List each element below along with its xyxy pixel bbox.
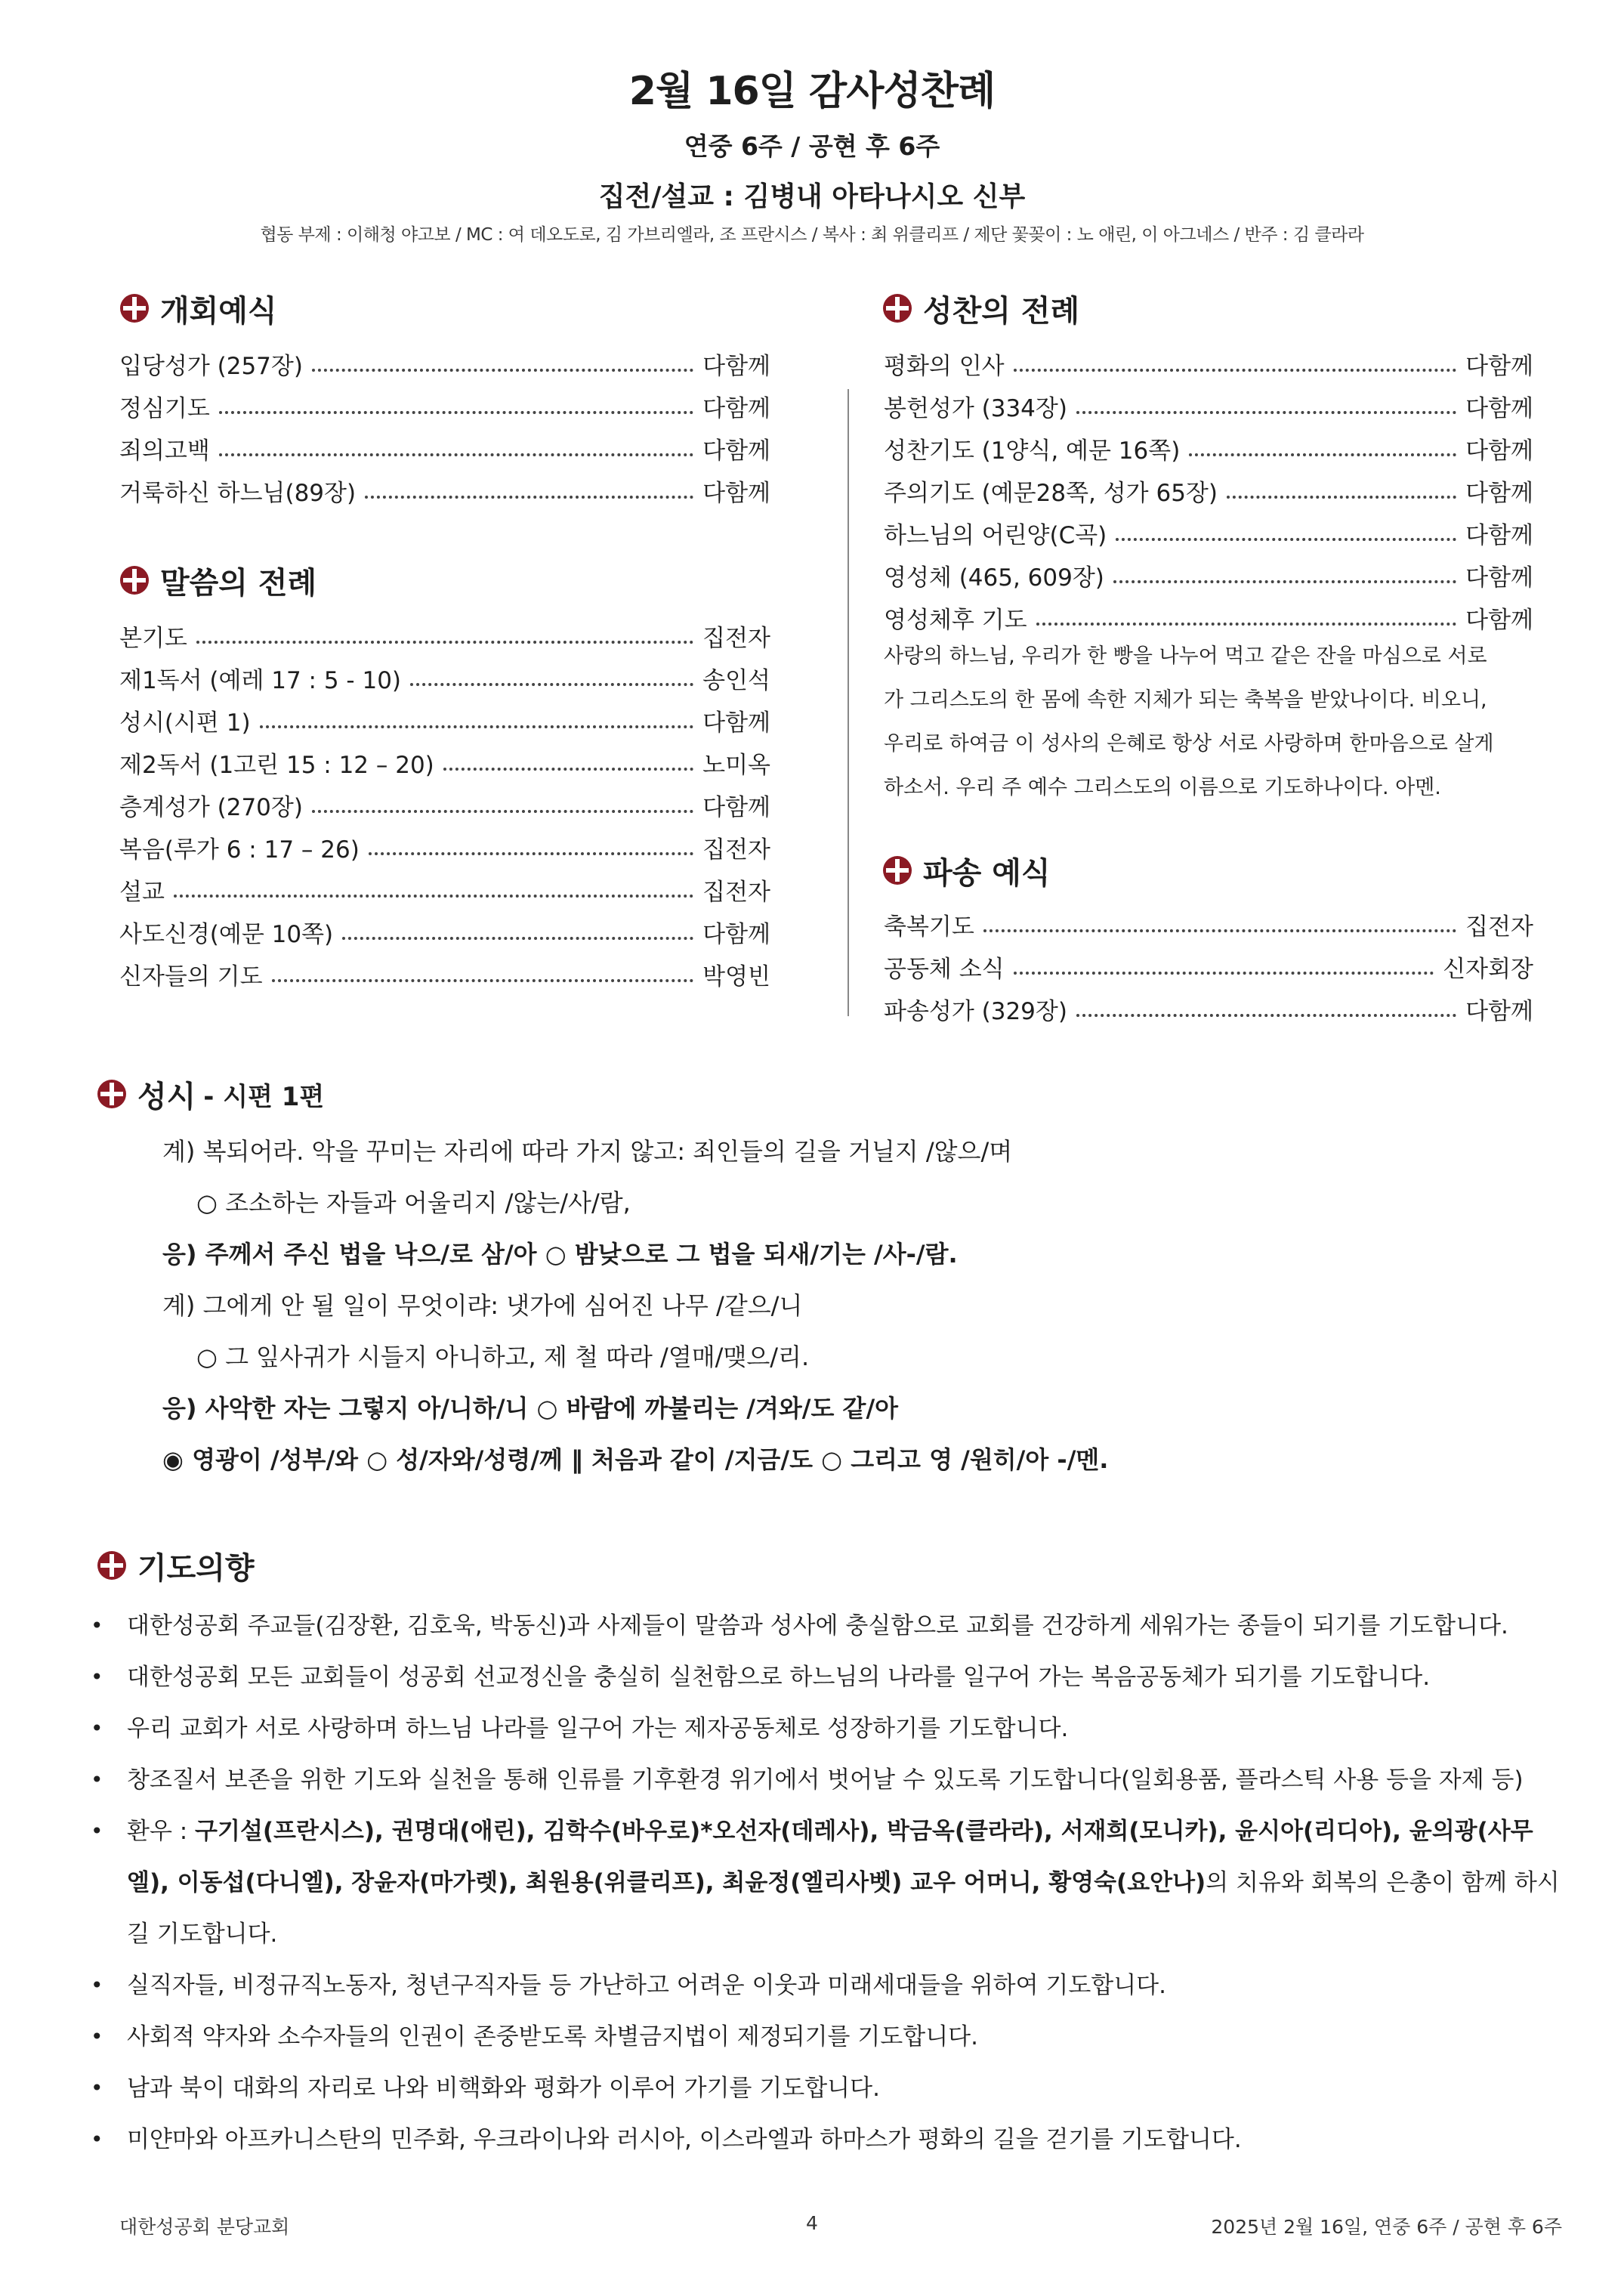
- column-divider: [848, 389, 849, 1016]
- liturgy-item-responsible: 다함께: [1465, 437, 1533, 465]
- liturgy-row: [119, 949, 770, 991]
- post-communion-prayer: [884, 635, 1564, 810]
- liturgy-row: [884, 550, 1533, 592]
- sick-suffix: 의 치유와 회복의 은총이 함께 하시길 기도합니다.: [127, 1869, 1560, 1948]
- liturgy-item-label: 거룩하신 하느님(89장): [119, 480, 357, 507]
- section-title: 성찬의 전례: [923, 293, 1080, 329]
- cross-circle-icon: [119, 565, 150, 595]
- section-title: 기도의향: [137, 1550, 255, 1586]
- section-title: 성시: [137, 1079, 196, 1114]
- section-psalm-heading: [97, 1071, 324, 1117]
- liturgy-row: [119, 338, 770, 381]
- sick-names: 구기설(프란시스), 권명대(애린), 김학수(바우로)*오선자(데레사), 박금옥(클라라), 서재희(모니카), 윤시아(리디아), 윤의광(사무엘), 이동섭(다니엘), 장윤자(마가렛), 최원용(위클리프), 최윤정(엘리사벳) 교우 어머니, 황영숙(요안나): [127, 1818, 1533, 1896]
- liturgy-row: [119, 822, 770, 864]
- psalm-line: ○ 조소하는 자들과 어울리지 /않는/사/람,: [196, 1188, 631, 1217]
- dot-leader: [443, 768, 693, 771]
- liturgy-item-label: 본기도: [119, 625, 187, 652]
- dot-leader: [369, 852, 693, 855]
- word-rows: [119, 610, 770, 991]
- liturgy-row: [884, 465, 1533, 508]
- liturgy-item-responsible: 집전자: [702, 836, 770, 864]
- liturgy-row: [119, 695, 770, 737]
- footer-page-number: 4: [806, 2212, 818, 2234]
- dot-leader: [174, 895, 693, 898]
- sick-prefix: 환우 :: [127, 1818, 196, 1845]
- liturgy-item-label: 하느님의 어린양(C곡): [884, 522, 1107, 549]
- liturgy-item-responsible: 다함께: [702, 921, 770, 948]
- dot-leader: [312, 369, 693, 372]
- dot-leader: [983, 929, 1456, 932]
- dot-leader: [342, 937, 693, 940]
- liturgy-item-responsible: 다함께: [702, 395, 770, 422]
- liturgy-row: [119, 381, 770, 423]
- dot-leader: [410, 683, 693, 686]
- psalm-text: [162, 1124, 1582, 1484]
- section-dismissal-heading: [882, 848, 1051, 893]
- intention-item: • 미얀마와 아프카니스탄의 민주화, 우크라이나와 러시아, 이스라엘과 하마스가 평화의 길을 걷기를 기도합니다.: [91, 2114, 1571, 2165]
- section-subtitle: - 시편 1편: [203, 1081, 325, 1112]
- liturgy-item-responsible: 송인석: [702, 667, 770, 694]
- section-title: 말씀의 전례: [160, 565, 317, 601]
- liturgy-item-label: 층계성가 (270장): [119, 794, 303, 821]
- liturgy-item-responsible: 신자회장: [1443, 956, 1533, 983]
- eucharist-rows: [884, 338, 1533, 635]
- liturgy-item-label: 죄의고백: [119, 437, 210, 465]
- intention-item: • 사회적 약자와 소수자들의 인권이 존중받도록 차별금지법이 제정되기를 기도합니다.: [91, 2011, 1571, 2063]
- liturgy-row: [119, 907, 770, 949]
- section-eucharist-heading: [882, 286, 1079, 331]
- liturgy-item-label: 영성체 (465, 609장): [884, 564, 1104, 592]
- liturgy-row: [119, 864, 770, 907]
- liturgy-row: [884, 508, 1533, 550]
- liturgy-item-label: 제2독서 (1고린 15 : 12 – 20): [119, 752, 434, 779]
- liturgy-item-responsible: 집전자: [702, 625, 770, 652]
- dot-leader: [1189, 453, 1456, 456]
- liturgy-row: [884, 984, 1533, 1026]
- cross-circle-icon: [882, 293, 912, 323]
- prayer-line: 사랑의 하느님, 우리가 한 빵을 나누어 먹고 같은 잔을 마심으로 서로: [884, 644, 1487, 668]
- dot-leader: [1014, 369, 1457, 372]
- liturgy-item-label: 입당성가 (257장): [119, 353, 303, 380]
- cross-circle-icon: [97, 1079, 127, 1109]
- liturgy-item-responsible: 다함께: [1465, 353, 1533, 380]
- liturgy-item-label: 성찬기도 (1양식, 예문 16쪽): [884, 437, 1181, 465]
- liturgy-item-label: 축복기도: [884, 913, 974, 941]
- cross-circle-icon: [97, 1550, 127, 1581]
- section-opening-heading: [119, 286, 277, 331]
- liturgy-item-responsible: 다함께: [1465, 564, 1533, 592]
- psalm-line: 응) 주께서 주신 법을 낙으/로 삼/아 ○ 밤낮으로 그 법을 되새/기는 /사-/람.: [162, 1240, 958, 1269]
- liturgy-row: [884, 381, 1533, 423]
- psalm-line: ◉ 영광이 /성부/와 ○ 성/자와/성령/께 ‖ 처음과 같이 /지금/도 ○ 그리고 영 /원히/아 -/멘.: [162, 1445, 1109, 1474]
- liturgy-item-label: 설교: [119, 879, 165, 906]
- cross-circle-icon: [882, 855, 912, 885]
- dot-leader: [1036, 623, 1457, 626]
- liturgy-item-responsible: 다함께: [1465, 480, 1533, 507]
- dot-leader: [272, 979, 694, 982]
- liturgical-week: 연중 6주 / 공현 후 6주: [684, 131, 940, 161]
- liturgy-row: [119, 737, 770, 780]
- liturgy-item-label: 성시(시편 1): [119, 709, 251, 737]
- section-intentions-heading: [97, 1543, 255, 1588]
- psalm-line: ○ 그 잎사귀가 시들지 아니하고, 제 철 따라 /열매/맺으/리.: [196, 1343, 810, 1371]
- dot-leader: [1076, 411, 1456, 414]
- liturgy-item-responsible: 집전자: [1465, 913, 1533, 941]
- dot-leader: [312, 810, 693, 813]
- liturgy-item-responsible: 다함께: [1465, 395, 1533, 422]
- dot-leader: [1113, 580, 1456, 583]
- liturgy-row: [884, 592, 1533, 635]
- liturgy-item-responsible: 다함께: [702, 794, 770, 821]
- liturgy-item-label: 제1독서 (예레 17 : 5 - 10): [119, 667, 402, 694]
- section-word-heading: [119, 558, 316, 603]
- servers-list: 협동 부제 : 이해청 야고보 / MC : 여 데오도로, 김 가브리엘라, 조 프란시스 / 복사 : 최 위클리프 / 제단 꽃꽂이 : 노 애린, 이 아그네스 / 반주 : 김 클라라: [260, 225, 1364, 245]
- intention-item-sick: [91, 1806, 1571, 1960]
- liturgy-item-label: 사도신경(예문 10쪽): [119, 921, 334, 948]
- intention-item: • 대한성공회 주교들(김장환, 김호욱, 박동신)과 사제들이 말씀과 성사에 충실함으로 교회를 건강하게 세워가는 종들이 되기를 기도합니다.: [91, 1600, 1571, 1652]
- liturgy-row: [884, 941, 1533, 984]
- liturgy-item-responsible: 다함께: [1465, 998, 1533, 1025]
- cross-circle-icon: [119, 293, 150, 323]
- liturgy-row: [884, 899, 1533, 941]
- footer-church: 대한성공회 분당교회: [119, 2216, 290, 2238]
- officiant: 집전/설교 : 김병내 아타나시오 신부: [598, 181, 1026, 212]
- liturgy-item-responsible: 집전자: [702, 879, 770, 906]
- intention-item: • 창조질서 보존을 위한 기도와 실천을 통해 인류를 기후환경 위기에서 벗어날 수 있도록 기도합니다(일회용품, 플라스틱 사용 등을 자제 등): [91, 1754, 1571, 1806]
- prayer-line: 하소서. 우리 주 예수 그리스도의 이름으로 기도하나이다. 아멘.: [884, 776, 1441, 799]
- dot-leader: [219, 411, 693, 414]
- section-title: 개회예식: [160, 293, 277, 329]
- liturgy-item-label: 신자들의 기도: [119, 963, 263, 990]
- liturgy-item-responsible: 박영빈: [702, 963, 770, 990]
- footer-date: 2025년 2월 16일, 연중 6주 / 공현 후 6주: [1211, 2216, 1562, 2238]
- intention-item: • 우리 교회가 서로 사랑하며 하느님 나라를 일구어 가는 제자공동체로 성장하기를 기도합니다.: [91, 1703, 1571, 1754]
- liturgy-item-responsible: 다함께: [702, 353, 770, 380]
- liturgy-item-responsible: 다함께: [1465, 607, 1533, 634]
- psalm-line: 계) 그에게 안 될 일이 무엇이랴: 냇가에 심어진 나무 /같으/니: [162, 1291, 803, 1320]
- section-title: 파송 예식: [923, 855, 1051, 891]
- opening-rows: [119, 338, 770, 508]
- liturgy-item-label: 평화의 인사: [884, 353, 1005, 380]
- liturgy-row: [119, 465, 770, 508]
- liturgy-item-label: 주의기도 (예문28쪽, 성가 65장): [884, 480, 1218, 507]
- liturgy-item-label: 복음(루가 6 : 17 – 26): [119, 836, 360, 864]
- liturgy-item-responsible: 다함께: [702, 709, 770, 737]
- prayer-line: 우리로 하여금 이 성사의 은혜로 항상 서로 사랑하며 한마음으로 살게: [884, 732, 1494, 756]
- psalm-line: 응) 사악한 자는 그렇지 아/니하/니 ○ 바람에 까불리는 /겨와/도 같/아: [162, 1394, 899, 1423]
- intention-item: • 대한성공회 모든 교회들이 성공회 선교정신을 충실히 실천함으로 하느님의 나라를 일구어 가는 복음공동체가 되기를 기도합니다.: [91, 1652, 1571, 1703]
- liturgy-item-responsible: 다함께: [702, 480, 770, 507]
- liturgy-item-label: 정심기도: [119, 395, 210, 422]
- liturgy-row: [119, 653, 770, 695]
- liturgy-item-label: 공동체 소식: [884, 956, 1005, 983]
- liturgy-item-responsible: 노미옥: [702, 752, 770, 779]
- liturgy-item-label: 봉헌성가 (334장): [884, 395, 1067, 422]
- liturgy-row: [119, 423, 770, 465]
- dot-leader: [260, 725, 694, 728]
- liturgy-row: [884, 338, 1533, 381]
- liturgy-row: [884, 423, 1533, 465]
- intentions-list: [91, 1600, 1571, 2165]
- liturgy-item-responsible: 다함께: [1465, 522, 1533, 549]
- liturgy-row: [119, 780, 770, 822]
- dot-leader: [219, 453, 693, 456]
- liturgy-item-label: 영성체후 기도: [884, 607, 1027, 634]
- dot-leader: [196, 641, 693, 644]
- prayer-line: 가 그리스도의 한 몸에 속한 지체가 되는 축복을 받았나이다. 비오니,: [884, 688, 1487, 712]
- liturgy-row: [119, 610, 770, 653]
- dot-leader: [1227, 496, 1456, 499]
- dot-leader: [1014, 972, 1434, 975]
- dot-leader: [365, 496, 693, 499]
- page-title: 2월 16일 감사성찬례: [628, 69, 996, 114]
- psalm-line: 계) 복되어라. 악을 꾸미는 자리에 따라 가지 않고: 죄인들의 길을 거닐지 /않으/며: [162, 1137, 1013, 1166]
- liturgy-item-label: 파송성가 (329장): [884, 998, 1067, 1025]
- liturgy-item-responsible: 다함께: [702, 437, 770, 465]
- dismissal-rows: [884, 899, 1533, 1026]
- intention-item: • 실직자들, 비정규직노동자, 청년구직자들 등 가난하고 어려운 이웃과 미래세대들을 위하여 기도합니다.: [91, 1960, 1571, 2011]
- intention-item: • 남과 북이 대화의 자리로 나와 비핵화와 평화가 이루어 가기를 기도합니다.: [91, 2063, 1571, 2114]
- dot-leader: [1076, 1014, 1456, 1017]
- dot-leader: [1116, 538, 1456, 541]
